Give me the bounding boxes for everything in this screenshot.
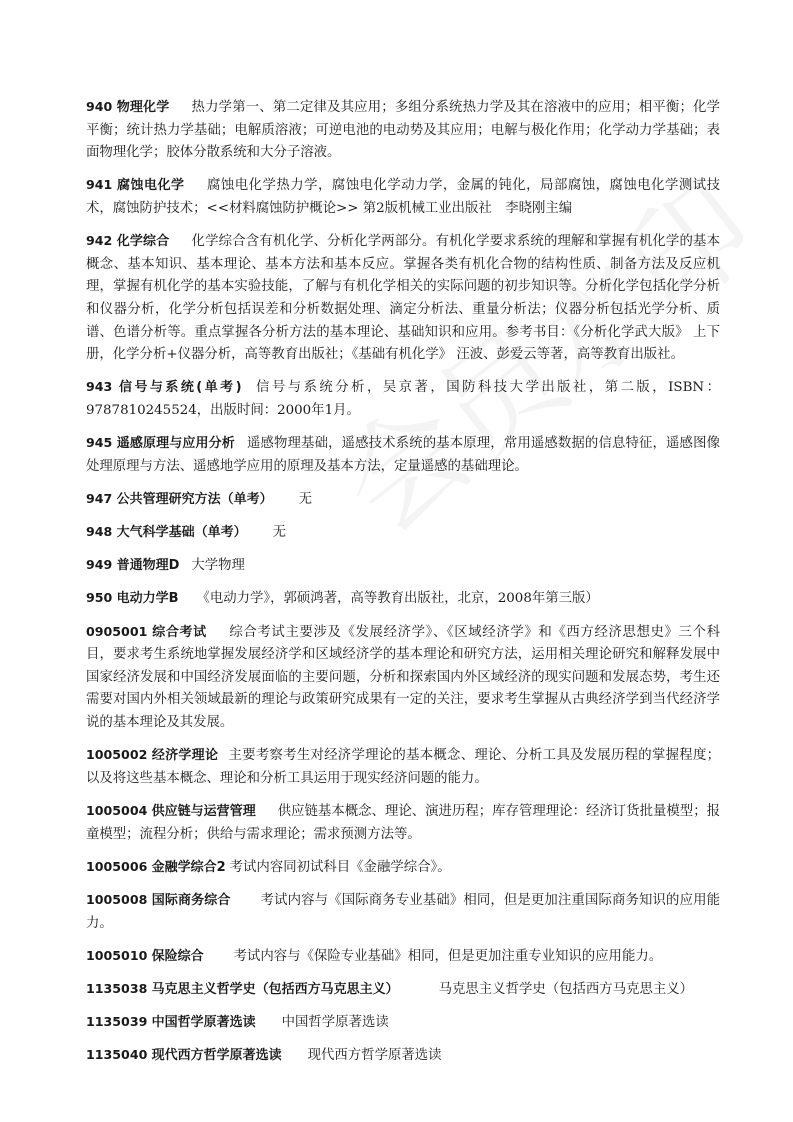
- entry-code: 1005006: [86, 858, 148, 874]
- entry-1005002: [86, 744, 720, 790]
- entry-text: 考试内容与《保险专业基础》相同，但是更加注重专业知识的应用能力。: [233, 948, 663, 964]
- entry-title: 大气科学基础（单考）: [116, 525, 247, 541]
- entry-title: 国际商务综合: [151, 892, 231, 908]
- entry-text: 信号与系统分析，吴京著，国防科技大学出版社，第二版，ISBN：9787810245524，出版时间：2000年1月。: [86, 380, 720, 418]
- entry-code: 948: [86, 524, 113, 540]
- entry-1135040: [86, 1044, 720, 1068]
- entry-1005004: [86, 800, 720, 846]
- entry-code: 943: [86, 379, 113, 395]
- entry-code: 1135039: [86, 1014, 148, 1030]
- entry-text: 主要考察考生对经济学理论的基本概念、理论、分析工具及发展历程的掌握程度；以及将这些基本概念、理论和分析工具运用于现实经济问题的能力。: [86, 748, 720, 786]
- entry-text: 无: [298, 491, 312, 507]
- entry-title: 现代西方哲学原著选读: [151, 1048, 282, 1064]
- entry-949: [86, 554, 720, 578]
- entry-text: 腐蚀电化学热力学，腐蚀电化学动力学，金属的钝化，局部腐蚀，腐蚀电化学测试技术，腐蚀防护技术；<<材料腐蚀防护概论>> 第2版机械工业出版社 李晓刚主编: [86, 178, 720, 216]
- entry-text: 考试内容与《国际商务专业基础》相同，但是更加注重国际商务知识的应用能力。: [86, 892, 720, 931]
- entry-title: 经济学理论: [151, 748, 219, 764]
- entry-text: 中国哲学原著选读: [281, 1015, 389, 1031]
- entry-948: [86, 521, 720, 545]
- entry-1005006: [86, 856, 720, 880]
- entry-945: [86, 432, 720, 478]
- entry-1135038: [86, 978, 720, 1002]
- entry-code: 942: [86, 233, 113, 249]
- entry-text: 现代西方哲学原著选读: [307, 1048, 442, 1064]
- entry-code: 1005004: [86, 802, 148, 818]
- entry-title: 信号与系统(单考): [119, 380, 242, 396]
- entry-text: 化学综合含有机化学、分析化学两部分。有机化学要求系统的理解和掌握有机化学的基本概念、基本知识、基本理论、基本方法和基本反应。掌握各类有机化合物的结构性质、制备方法及反应机理，掌握有机化学的基本实验技能，了解与有机化学相关的实际问题的初步知识等。分析化学包括化学分析和仪器分析，化学分析包括误差和分析数据处理、滴定分析法、重量分析法；仪器分析包括光学分析、质谱、色谱分析等。重点掌握各分析方法的基本理论、基础知识和应用。参考书目：《分析化学武大版》 上下册，化学分析+仪器分析，高等教育出版社；《基础有机化学》 汪波、彭爱云等著，高等教育出版社。: [86, 234, 720, 363]
- entry-942: [86, 230, 720, 367]
- entry-title: 化学综合: [116, 234, 170, 250]
- entry-940: [86, 96, 720, 165]
- entry-title: 电动力学B: [116, 591, 179, 607]
- entry-code: 940: [86, 99, 113, 114]
- entry-title: 遥感原理与应用分析: [116, 436, 235, 452]
- entry-code: 1005010: [86, 947, 148, 963]
- entry-code: 945: [86, 435, 113, 451]
- entry-943: [86, 376, 720, 422]
- entry-1005008: [86, 889, 720, 935]
- entry-text: 遥感物理基础，遥感技术系统的基本原理，常用遥感数据的信息特征，遥感图像处理原理与方法、遥感地学应用的原理及基本方法，定量遥感的基础理论。: [86, 436, 720, 474]
- entry-code: 941: [86, 177, 113, 193]
- entry-950: [86, 587, 720, 611]
- entry-code: 1005008: [86, 891, 148, 907]
- entry-text: 马克思主义哲学史（包括西方马克思主义）: [438, 981, 694, 997]
- entry-title: 保险综合: [151, 948, 204, 964]
- entry-title: 马克思主义哲学史（包括西方马克思主义）: [151, 981, 399, 997]
- entry-title: 物理化学: [116, 100, 170, 115]
- entry-code: 950: [86, 590, 113, 606]
- entry-title: 普通物理D: [116, 558, 180, 574]
- entry-text: 综合考试主要涉及《发展经济学》、《区域经济学》和《西方经济思想史》三个科目，要求考生系统地掌握发展经济学和区域经济学的基本理论和研究方法，运用相关理论研究和解释发展中国家经济发展和中国经济发展面临的主要问题，分析和探索国内外区域经济的现实问题和发展态势，考生还需要对国内外相关领域最新的理论与政策研究成果有一定的关注，要求考生掌握从古典经济学到当代经济学说的基本理论及其发展。: [86, 624, 720, 730]
- entry-title: 公共管理研究方法（单考）: [116, 491, 273, 507]
- entry-text: 供应链基本概念、理论、演进历程；库存管理理论：经济订货批量模型；报童模型；流程分析；供给与需求理论；需求预测方法等。: [86, 803, 720, 842]
- entry-title: 中国哲学原著选读: [151, 1015, 256, 1031]
- entry-text: 热力学第一、第二定律及其应用；多组分系统热力学及其在溶液中的应用；相平衡；化学平衡；统计热力学基础；电解质溶液；可逆电池的电动势及其应用；电解与极化作用；化学动力学基础；表面物理化学；胶体分散系统和大分子溶液。: [86, 100, 720, 161]
- entry-code: 0905001: [86, 623, 148, 639]
- entry-title: 金融学综合2: [151, 859, 226, 875]
- entry-title: 腐蚀电化学: [117, 178, 185, 194]
- entry-code: 1005002: [86, 747, 148, 763]
- entry-text: 考试内容同初试科目《金融学综合》。: [229, 859, 451, 875]
- entry-code: 1135040: [86, 1047, 148, 1063]
- entry-947: [86, 488, 720, 512]
- entry-title: 综合考试: [152, 624, 207, 640]
- entry-1135039: [86, 1011, 720, 1035]
- entry-text: 无: [272, 525, 286, 541]
- course-list: [86, 96, 720, 1077]
- entry-text: 《电动力学》，郭硕鸿著，高等教育出版社，北京，2008年第三版）: [196, 591, 599, 607]
- entry-code: 1135038: [86, 980, 148, 996]
- entry-text: 大学物理: [191, 558, 245, 574]
- entry-title: 供应链与运营管理: [151, 803, 256, 819]
- entry-941: [86, 174, 720, 220]
- entry-code: 949: [86, 557, 113, 573]
- entry-0905001: [86, 621, 720, 735]
- entry-1005010: [86, 945, 720, 969]
- entry-code: 947: [86, 490, 113, 506]
